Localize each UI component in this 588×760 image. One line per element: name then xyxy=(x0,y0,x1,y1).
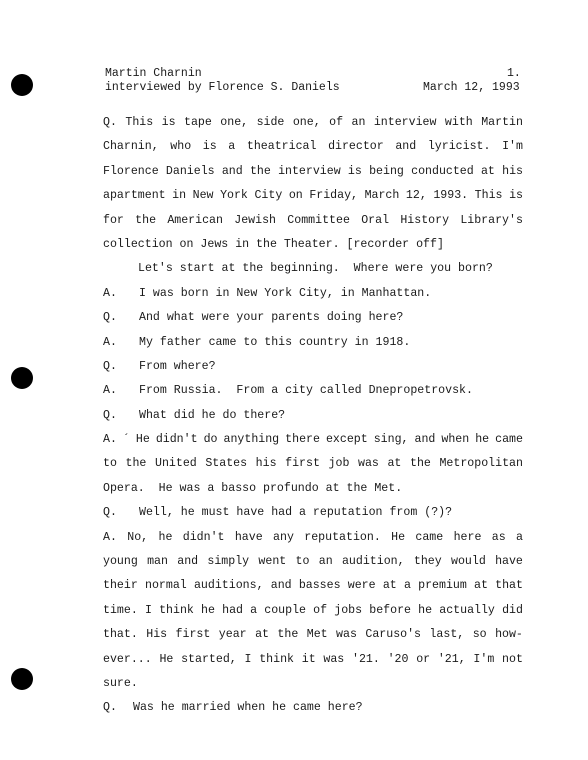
word: didn't xyxy=(182,530,225,544)
word: their xyxy=(103,579,138,593)
word: how- xyxy=(495,628,523,642)
word: interview xyxy=(373,116,437,129)
word: at xyxy=(474,579,488,593)
word: that xyxy=(495,579,523,593)
intro-line xyxy=(103,135,523,159)
word: an xyxy=(318,555,333,569)
word: when xyxy=(441,433,470,447)
exchange-line xyxy=(103,696,523,720)
word: before xyxy=(369,603,411,617)
word: No, xyxy=(127,530,149,544)
word: He xyxy=(159,652,174,666)
speaker-label: Q. xyxy=(103,311,117,325)
word: had xyxy=(222,603,243,617)
word: Oral xyxy=(361,213,390,227)
speaker-label: A. xyxy=(103,286,117,300)
word: being xyxy=(369,164,404,178)
word: job xyxy=(328,457,350,471)
word: anything xyxy=(223,433,280,447)
answer-line xyxy=(103,623,523,647)
word: Metropolitan xyxy=(439,457,523,471)
word: I'm xyxy=(473,652,495,666)
word: one, xyxy=(292,116,321,129)
word: have xyxy=(234,530,263,544)
header-name: Martin Charnin xyxy=(105,67,202,80)
word: and xyxy=(270,579,292,593)
intro-line xyxy=(103,209,523,233)
word: think xyxy=(259,652,294,666)
word: He xyxy=(391,530,406,544)
word: is xyxy=(161,116,176,129)
word: at xyxy=(387,457,402,471)
exchange-text: From where? xyxy=(139,359,216,373)
word: of xyxy=(329,116,344,129)
word: and xyxy=(177,555,199,569)
word: came xyxy=(415,530,444,544)
binder-hole xyxy=(11,74,33,96)
word: for xyxy=(103,213,124,227)
word: to xyxy=(295,555,310,569)
word: a xyxy=(403,579,411,593)
word: theatrical xyxy=(246,140,317,154)
word: '21, xyxy=(437,652,466,666)
word: Library's xyxy=(460,213,523,227)
answer-line xyxy=(103,599,523,623)
word: his xyxy=(255,457,277,471)
header-date: March 12, 1993 xyxy=(423,81,520,94)
word: simply xyxy=(207,555,250,569)
speaker-label: A. xyxy=(103,335,117,349)
word: that. xyxy=(103,628,138,642)
exchange-line xyxy=(103,404,523,428)
answer-line xyxy=(103,574,523,598)
word: of xyxy=(313,603,328,617)
word: American xyxy=(167,213,223,227)
exchange-line xyxy=(103,306,523,330)
speaker-label: Q. xyxy=(103,359,117,373)
word: Friday, xyxy=(309,189,359,203)
word: is xyxy=(509,189,523,203)
word: here xyxy=(453,530,482,544)
word: have xyxy=(495,555,523,569)
word: first xyxy=(285,457,320,471)
speaker-label: Q. xyxy=(103,506,117,520)
word: '21. xyxy=(352,652,380,666)
word: apartment xyxy=(103,189,166,203)
word: normal xyxy=(145,579,187,593)
word: He xyxy=(135,433,150,447)
word: would xyxy=(450,555,486,569)
intro-line xyxy=(103,111,523,135)
exchange-line xyxy=(103,379,523,403)
word: so xyxy=(472,628,487,642)
answer-line xyxy=(103,452,523,476)
word: York xyxy=(220,189,248,203)
word: and xyxy=(221,164,243,178)
word: last, xyxy=(429,628,465,642)
word: his xyxy=(502,164,523,178)
exchange-text: And what were your parents doing here? xyxy=(139,311,404,325)
word: in xyxy=(172,189,187,203)
exchange-text: My father came to this country in 1918. xyxy=(139,335,411,349)
word: actually xyxy=(439,603,495,617)
word: do xyxy=(203,433,218,447)
word: Florence xyxy=(103,164,159,178)
exchange-text: Was he married when he came here? xyxy=(133,701,363,715)
word: is xyxy=(347,164,362,178)
exchange-text: I was born in New York City, in Manhattan. xyxy=(139,286,432,300)
word: premium xyxy=(418,579,467,593)
word: interview xyxy=(278,164,341,178)
word: I xyxy=(244,652,252,666)
word: His xyxy=(146,628,168,642)
word: reputation. xyxy=(304,530,381,544)
exchange-line xyxy=(103,282,523,306)
word: at xyxy=(255,628,269,642)
speaker-label: A. xyxy=(103,384,117,398)
word: an xyxy=(351,116,366,129)
word: except xyxy=(325,433,368,447)
word: who xyxy=(170,140,192,154)
word: conducted xyxy=(411,164,474,178)
word: I'm xyxy=(502,140,523,154)
word: think xyxy=(159,603,194,617)
word: lyricist. xyxy=(427,140,491,154)
question-line: Let's start at the beginning. Where were you born? xyxy=(138,262,493,276)
binder-hole xyxy=(11,367,33,389)
word: young xyxy=(103,555,138,569)
word: was xyxy=(336,628,357,642)
word: it xyxy=(301,652,316,666)
word: 12, xyxy=(405,189,427,203)
word: 1993. xyxy=(433,189,469,203)
word: was xyxy=(323,652,345,666)
word: he xyxy=(418,603,433,617)
word: Martin xyxy=(481,116,523,129)
word: on xyxy=(288,189,303,203)
word: couple xyxy=(264,603,307,617)
word: States xyxy=(205,457,248,471)
word: ever... xyxy=(103,652,152,666)
word: Jewish xyxy=(234,213,277,227)
binder-hole xyxy=(11,668,33,690)
intro-line: collection on Jews in the Theater. [recorder off] xyxy=(103,237,444,251)
exchange-text: Well, he must have had a reputation from (?)? xyxy=(139,506,453,520)
word: the xyxy=(409,457,431,471)
exchange-line xyxy=(103,501,523,525)
speaker-label: Q. xyxy=(103,701,117,715)
word: '20 xyxy=(387,652,409,666)
exchange-line xyxy=(103,331,523,355)
word: March xyxy=(364,189,400,203)
transcript-body xyxy=(103,111,523,721)
word: History xyxy=(400,213,450,227)
word: he xyxy=(201,603,215,617)
word: Caruso's xyxy=(365,628,422,642)
word: tape xyxy=(184,116,212,129)
word: time. xyxy=(103,603,138,617)
answer-line xyxy=(103,526,523,550)
intro-line xyxy=(103,160,523,184)
word: basses xyxy=(298,579,341,593)
word: audition, xyxy=(341,555,405,569)
word: to xyxy=(103,457,117,471)
header-interviewer: interviewed by Florence S. Daniels xyxy=(105,81,340,94)
answer-line: Opera. He was a basso profundo at the Met. xyxy=(103,481,403,495)
word: was xyxy=(358,457,379,471)
word: ´ xyxy=(122,433,130,447)
answer-line: sure. xyxy=(103,676,138,690)
word: auditions, xyxy=(193,579,264,593)
word: is xyxy=(202,140,217,154)
word: came xyxy=(495,433,523,447)
word: started, xyxy=(181,652,237,666)
answer-line xyxy=(103,648,523,672)
word: went xyxy=(258,555,287,569)
word: a xyxy=(228,140,236,154)
word: and xyxy=(414,433,436,447)
intro-line xyxy=(103,184,523,208)
word: This xyxy=(474,189,503,203)
word: the xyxy=(135,213,157,227)
word: Committee xyxy=(287,213,350,227)
exchange-text: What did he do there? xyxy=(139,408,286,422)
word: as xyxy=(491,530,506,544)
word: he xyxy=(158,530,173,544)
word: the xyxy=(125,457,147,471)
word: Daniels xyxy=(165,164,215,178)
word: one, xyxy=(220,116,249,129)
word: Charnin, xyxy=(103,140,159,154)
answer-line xyxy=(103,428,523,452)
speaker-label: Q. xyxy=(103,408,117,422)
word: director xyxy=(328,140,384,154)
answer-line xyxy=(103,550,523,574)
word: didn't xyxy=(155,433,198,447)
word: did xyxy=(502,603,523,617)
word: he xyxy=(475,433,490,447)
word: the xyxy=(249,164,271,178)
word: Met xyxy=(306,628,328,642)
word: a xyxy=(516,530,523,544)
word: any xyxy=(273,530,294,544)
word: the xyxy=(277,628,299,642)
word: Q. xyxy=(103,116,117,129)
word: A. xyxy=(103,530,117,544)
word: there xyxy=(285,433,320,447)
word: I xyxy=(144,603,152,617)
word: not xyxy=(502,652,523,666)
word: they xyxy=(413,555,442,569)
word: side xyxy=(256,116,285,129)
page-number: 1. xyxy=(507,67,521,80)
word: at xyxy=(382,579,397,593)
word: at xyxy=(480,164,495,178)
exchange-text: From Russia. From a city called Dnepropetrovsk. xyxy=(139,384,473,398)
word: City xyxy=(254,189,283,203)
word: jobs xyxy=(334,603,363,617)
word: sing, xyxy=(373,433,409,447)
word: man xyxy=(147,555,168,569)
word: A. xyxy=(103,433,117,447)
word: or xyxy=(416,652,431,666)
word: a xyxy=(250,603,258,617)
word: were xyxy=(347,579,376,593)
word: and xyxy=(395,140,417,154)
word: This xyxy=(125,116,154,129)
exchange-line xyxy=(103,355,523,379)
word: first xyxy=(175,628,211,642)
word: New xyxy=(192,189,214,203)
word: year xyxy=(218,628,247,642)
word: with xyxy=(444,116,473,129)
word: United xyxy=(154,457,197,471)
